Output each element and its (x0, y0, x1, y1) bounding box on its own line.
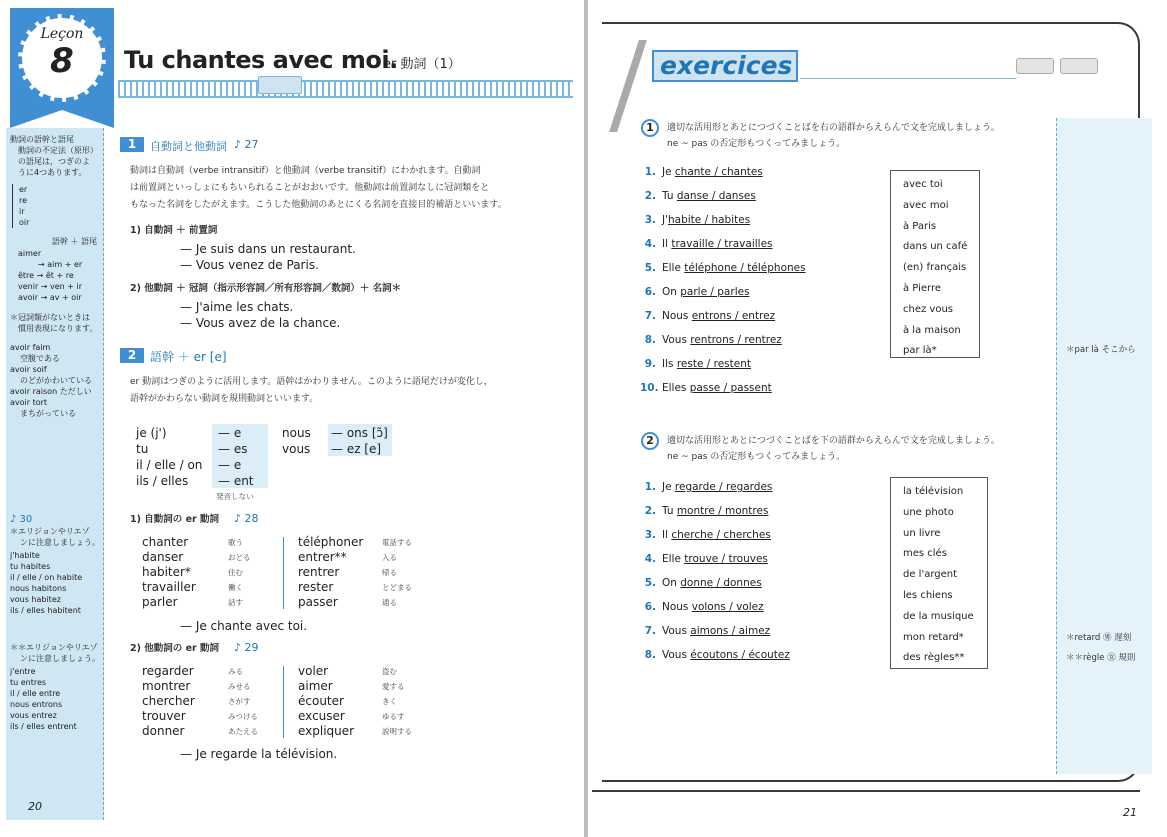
right-page (588, 0, 1167, 837)
list-item: 9. Ils reste / restent (644, 358, 751, 370)
section-2-example-2: — Je regarde la télévision. (180, 747, 338, 761)
list-item: 3. J'habite / habites (644, 214, 751, 226)
exercise-1-instructions: 適切な活用形とあとにつづくことばを右の語群からえらんで文を完成しましょう。 ne ~ pas の否定形もつくってみましょう。 (667, 123, 1000, 149)
sidebar-intro: 動詞の語幹と語尾 動詞の不定法（原形） の語尾は，つぎのよ うに4つあります。 (10, 135, 98, 177)
page-subtitle: er 動詞（1） (383, 57, 461, 72)
section-1-heading-2: 2) 他動詞 ＋ 冠詞（指示形容詞／所有形容詞／数詞）＋ 名詞＊ (130, 283, 402, 294)
rail-decoration (118, 80, 573, 98)
train-icon (1060, 58, 1098, 74)
sidebar-examples: aimer → aim + er être → êt + re venir → ven + ir avoir → av + oir (18, 249, 83, 302)
page-number-left: 20 (28, 800, 42, 813)
section-1-paragraph: 動詞は自動詞（verbe intransitif）と他動詞（verbe transitif）にわかれます。自動詞 は前置詞といっしょにもちいられることがおおいです。他動詞は前置詞なしに冠詞類をと もなった名詞をしたがえます。こうした他動詞のあとにくる名詞を直接目的補語といいます。 (130, 166, 507, 210)
list-item: 7. Nous entrons / entrez (644, 310, 776, 322)
pronouns-plural: nous vous (282, 426, 311, 456)
list-item: 6. On parle / parles (644, 286, 750, 298)
frame-bottom-line (592, 782, 1140, 792)
list-item: 2. Tu danse / danses (644, 190, 756, 202)
section-2-paragraph: er 動詞はつぎのように活用します。語幹はかわりません。このように語尾だけが変化し， 語幹がかわらない動詞を規則動詞といいます。 (130, 377, 493, 404)
list-item: 1. Je chante / chantes (644, 166, 763, 178)
list-item: 5. Elle téléphone / téléphones (644, 262, 806, 274)
exercise-1-footnote: ＊par là そこから (1066, 345, 1136, 355)
section-1-heading-1: 1) 自動詞 ＋ 前置詞 (130, 225, 218, 236)
list-item: 1. Je regarde / regardes (644, 481, 773, 493)
list-item: 8. Vous rentrons / rentrez (644, 334, 782, 346)
sidebar-note: ＊冠詞類がないときは 慣用表現になります。 (10, 313, 98, 333)
exercise-1-word-box: avec toi avec moi à Paris dans un café (en) français à Pierre chez vous à la maison par là* (890, 170, 980, 358)
section-2-example-1: — Je chante avec toi. (180, 619, 308, 633)
pronouns-singular: je (j') tu il / elle / on ils / elles (136, 426, 203, 488)
section-2-number: 2 (120, 348, 144, 363)
gloss-col-2: 電話する 入る 帰る とどまる 通る (382, 538, 412, 607)
train-icon (258, 76, 302, 94)
exercise-2-footnote-2: ＊＊règle ㊛ 規則 (1066, 653, 1136, 663)
section-2-heading-1: 1) 自動詞の er 動詞 (130, 514, 220, 525)
endings-plural: — ons [ɔ̃] — ez [e] (331, 426, 388, 456)
exercise-1-list (640, 166, 806, 406)
verbs-col-2: téléphoner entrer** rentrer rester passer (298, 535, 364, 609)
list-item: 8. Vous écoutons / écoutez (644, 649, 790, 661)
habiter-conjugation: j'habite tu habites il / elle / on habite nous habitons vous habitez ils / elles habitent (10, 551, 83, 615)
stem-label: 語幹 ＋ 語尾 (52, 237, 98, 246)
endings-singular: — e — es — e — ent (218, 426, 254, 488)
train-icon (1016, 58, 1054, 74)
exercise-2-list (640, 481, 790, 673)
gloss-col-3: みる みせる さがす みつける あたえる (228, 667, 258, 736)
list-item: 6. Nous volons / volez (644, 601, 764, 613)
silent-note: 発音しない (216, 492, 254, 501)
sidebar-idioms: avoir faim 空腹である avoir soif のどがかわいている avoir raison ただしい avoir tort まちがっている (10, 343, 92, 418)
audio-28[interactable]: ♪ 28 (234, 512, 259, 525)
verbs-col-1: chanter danser habiter* travailler parler (142, 535, 196, 609)
sidebar-elision1: ＊エリジョンやリエゾ ンに注意しましょう。 (10, 527, 100, 547)
section-1-examples-2: — J'aime les chats. — Vous avez de la chance. (180, 300, 341, 330)
list-item: 4. Il travaille / travailles (644, 238, 773, 250)
lesson-number: 8 (50, 41, 74, 81)
exercices-banner: exercices (652, 50, 798, 82)
list-item: 7. Vous aimons / aimez (644, 625, 771, 637)
sidebar-elision2: ＊＊エリジョンやリエゾ ンに注意しましょう。 (10, 643, 100, 663)
section-1-examples-1: — Je suis dans un restaurant. — Vous venez de Paris. (180, 242, 356, 272)
audio-27[interactable]: ♪ 27 (234, 138, 259, 151)
gloss-col-1: 歌う おどる 住む 働く 話す (228, 538, 251, 607)
lesson-badge (18, 14, 106, 102)
list-item: 3. Il cherche / cherches (644, 529, 771, 541)
lesson-label: Leçon (40, 26, 84, 42)
right-sidebar (1056, 118, 1152, 774)
section-2-heading-2: 2) 他動詞の er 動詞 (130, 643, 220, 654)
sidebar-endings: er re ir oir (12, 184, 29, 228)
list-item: 10. Elles passe / passent (640, 382, 772, 394)
page-number-right: 21 (1123, 806, 1137, 819)
column-divider (283, 537, 284, 609)
exercise-1-number: 1 (641, 119, 659, 137)
page-title: Tu chantes avec moi. (124, 46, 398, 74)
section-2-title: 語幹 ＋ er [e] (150, 350, 227, 364)
section-1-title: 自動詞と他動詞 (150, 140, 227, 153)
column-divider (283, 666, 284, 738)
section-1-number: 1 (120, 137, 144, 152)
verbs-col-3: regarder montrer chercher trouver donner (142, 664, 195, 738)
audio-30[interactable]: ♪ 30 (10, 514, 33, 525)
gloss-col-4: 盗む 愛する きく ゆるす 説明する (382, 667, 412, 736)
verbs-col-4: voler aimer écouter excuser expliquer (298, 664, 355, 738)
list-item: 4. Elle trouve / trouves (644, 553, 768, 565)
list-item: 2. Tu montre / montres (644, 505, 769, 517)
exercise-2-footnote-1: ＊retard ㊚ 遅刻 (1066, 633, 1132, 643)
entrer-conjugation: j'entre tu entres il / elle entre nous entrons vous entrez ils / elles entrent (10, 667, 77, 731)
exercise-2-instructions: 適切な活用形とあとにつづくことばを下の語群からえらんで文を完成しましょう。 ne ~ pas の否定形もつくってみましょう。 (667, 436, 1000, 462)
audio-29[interactable]: ♪ 29 (234, 641, 259, 654)
list-item: 5. On donne / donnes (644, 577, 762, 589)
exercise-2-number: 2 (641, 432, 659, 450)
banner-underline (800, 78, 1016, 79)
exercise-2-word-box: la télévision une photo un livre mes clés de l'argent les chiens de la musique mon retard* des règles** (890, 477, 988, 669)
